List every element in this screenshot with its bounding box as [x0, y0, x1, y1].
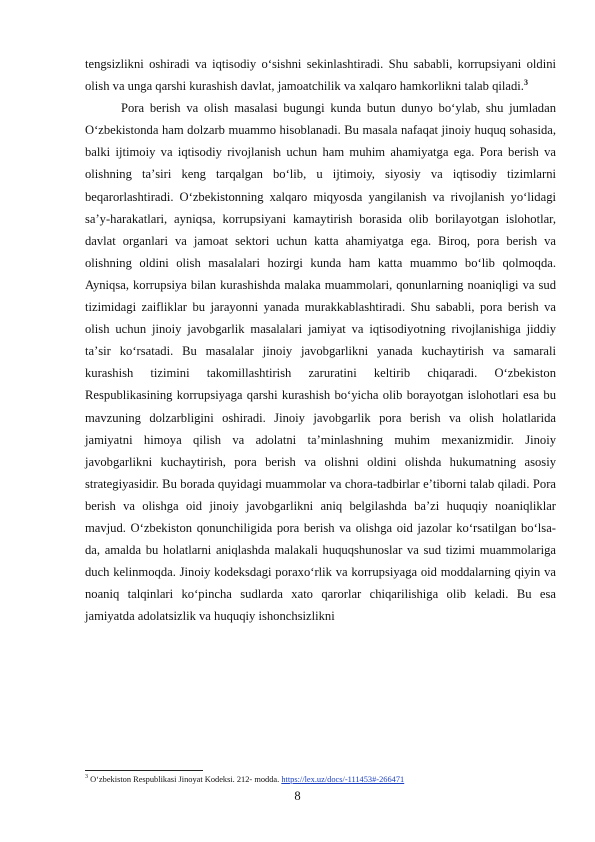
body-text: [85, 53, 556, 627]
page-number: 8: [294, 789, 301, 803]
footnote-number: 3: [85, 774, 88, 781]
paragraph-2: Pora berish va olish masalasi bugungi kunda butun dunyo boʻylab, shu jumladan Oʻzbekistonda ham dolzarb muammo hisoblanadi. Bu masala nafaqat jinoiy huquq sohasida, balki ijtimoiy va iqtisodiy rivojlanish uchun ham muhim ahamiyatga ega. Pora berish va olishning taʼsiri keng tarqalgan boʻlib, u ijtimoiy, siyosiy va iqtisodiy tizimlarni beqarorlashtiradi. Oʻzbekistonning xalqaro miqyosda yangilanish va rivojlanish yoʻlidagi saʼy-harakatlari, ayniqsa, korrupsiyani kamaytirish borasida olib borilayotgan islohotlar, davlat organlari va jamoat sektori uchun katta ahamiyatga ega. Biroq, pora berish va olishning oldini olish masalalari hozirgi kunda ham katta muammo boʻlib qolmoqda. Ayniqsa, korrupsiya bilan kurashishda malaka muammolari, qonunlarning noaniqligi va sud tizimidagi zaifliklar bu jarayonni yanada murakkablashtiradi. Shu sababli, pora berish va olish uchun jinoiy javobgarlik masalalari jamiyat va iqtisodiyotning rivojlanishiga jiddiy taʼsir koʻrsatadi. Bu masalalar jinoiy javobgarlikni yanada kuchaytirish va samarali kurashish tizimini takomillashtirish zaruratini keltirib chiqaradi. Oʻzbekiston Respublikasining korrupsiyaga qarshi kurashish boʻyicha olib borayotgan islohotlari esa bu mavzuning dolzarbligini oshiradi. Jinoiy javobgarlik pora berish va olish holatlarida jamiyatni himoya qilish va adolatni taʼminlashning muhim mexanizmidir. Jinoiy javobgarlikni kuchaytirish, pora berish va olishni oldini olishda hukumatning asosiy strategiyasidir. Bu borada quyidagi muammolar va chora-tadbirlar eʼtiborni talab qiladi. Pora berish va olishga oid jinoiy javobgarlikni aniq belgilashda baʼzi huquqiy noaniqliklar mavjud. Oʻzbekiston qonunchiligida pora berish va olishga oid jazolar koʻrsatilgan boʻlsa-da, amalda bu holatlarni aniqlashda malakali huquqshunoslar va sud tizimi muammolariga duch kelinmoqda. Jinoiy kodeksdagi poraxoʻrlik va korrupsiyaga oid moddalarning qiyin va noaniq talqinlari koʻpincha sudlarda xato qarorlar chiqarilishiga olib keladi. Bu esa jamiyatda adolatsizlik va huquqiy ishonchsizlikni: [85, 101, 556, 624]
footnote-link[interactable]: https://lex.uz/docs/-111453#-266471: [281, 775, 405, 784]
footnote-text: Oʻzbekiston Respublikasi Jinoyat Kodeksi. 212- modda.: [88, 775, 282, 784]
paragraph-continued: [85, 53, 556, 97]
footnote: [85, 774, 565, 785]
paragraph-1-text: tengsizlikni oshiradi va iqtisodiy oʻsishni sekinlashtiradi. Shu sababli, korrupsiyani oldini olish va unga qarshi kurashish davlat, jamoatchilik va xalqaro hamkorlikni talab qiladi.: [85, 57, 556, 94]
footnote-reference[interactable]: 3: [523, 77, 528, 87]
footnote-separator: [85, 770, 203, 771]
